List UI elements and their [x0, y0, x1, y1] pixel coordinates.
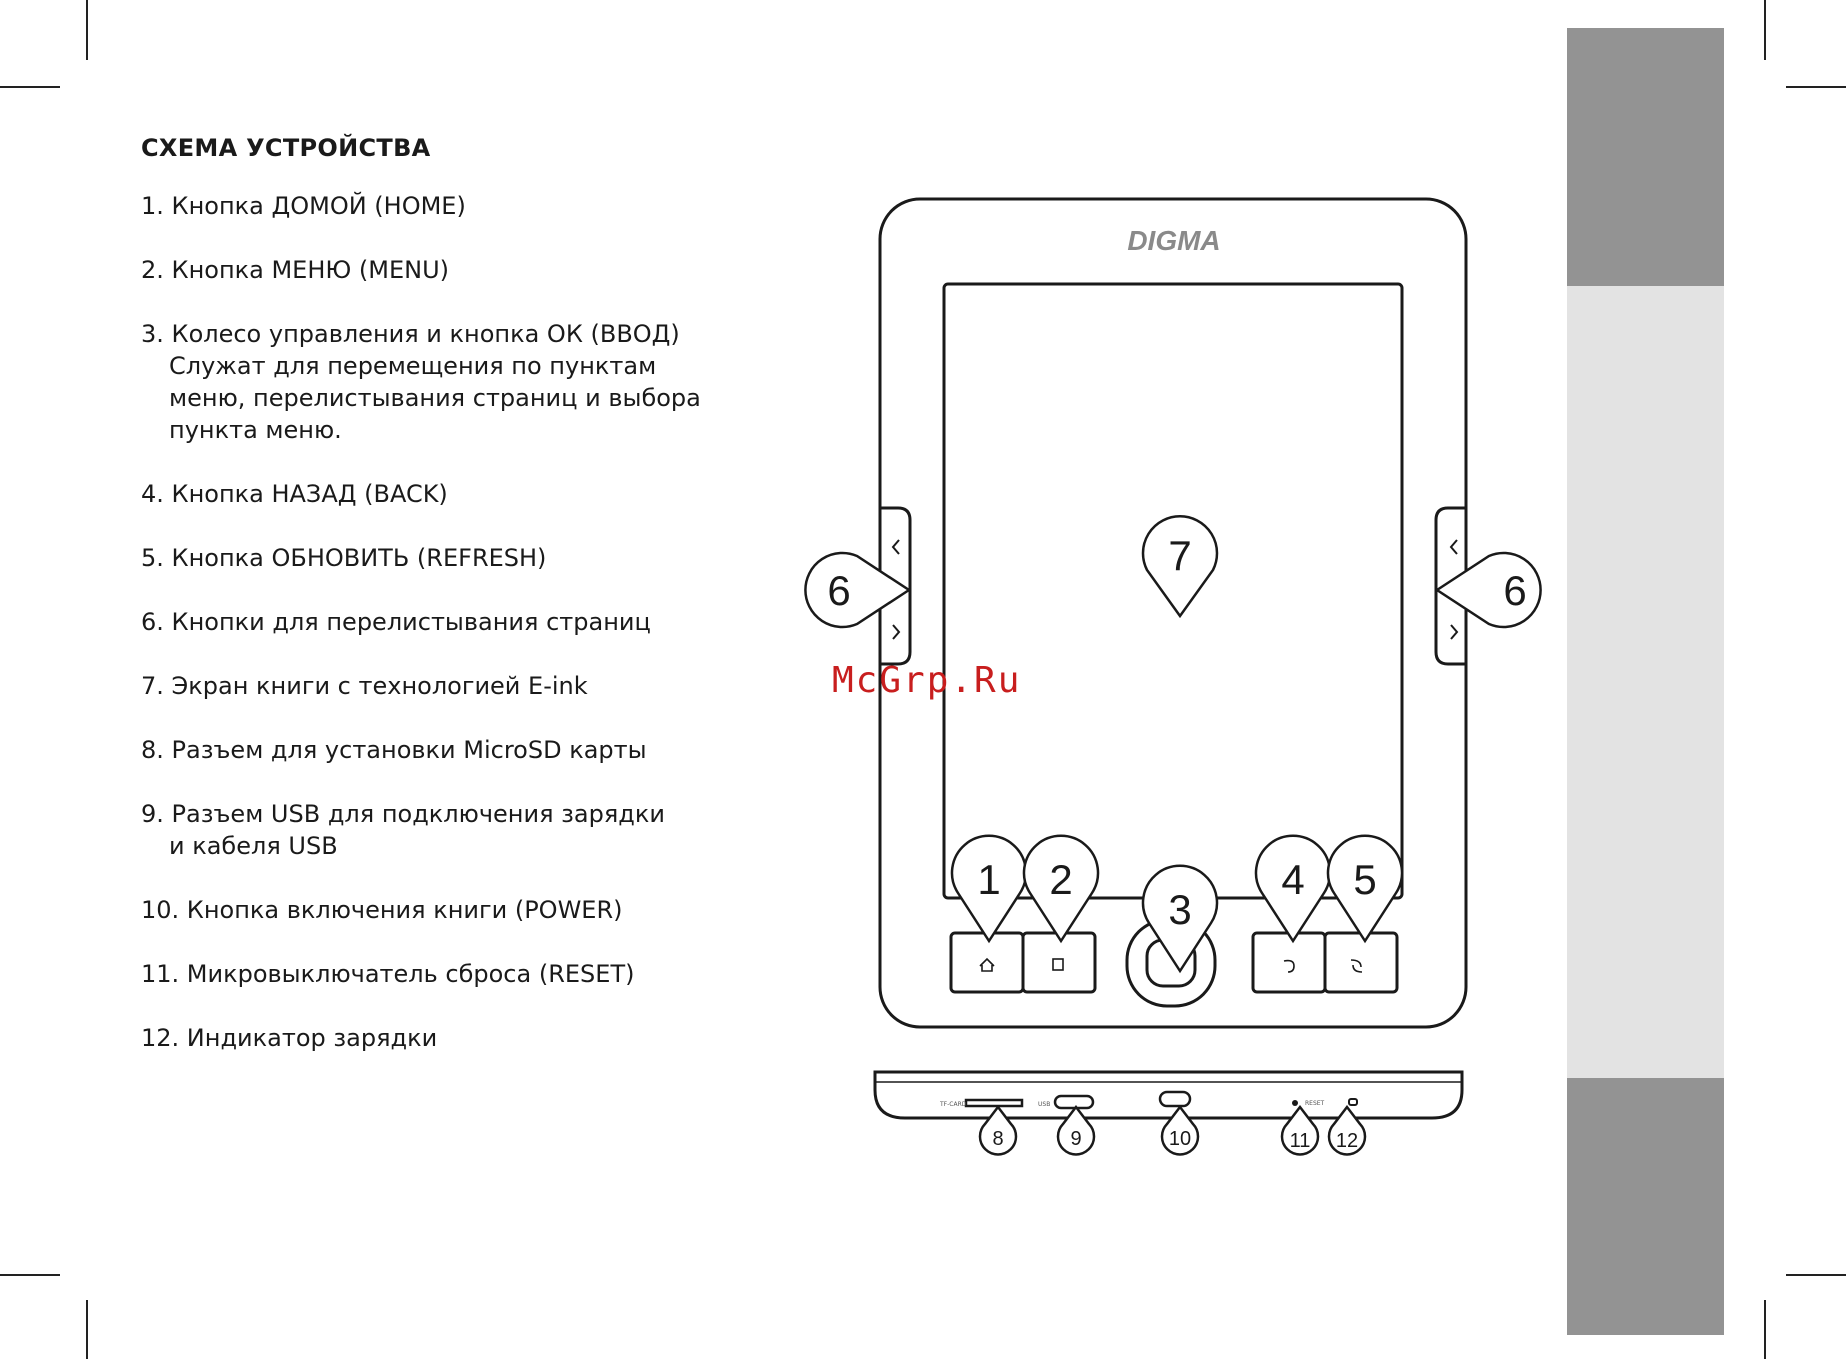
menu-icon	[1053, 959, 1063, 970]
callout-10-label: 10	[1168, 1128, 1192, 1150]
watermark: McGrp.Ru	[832, 660, 1022, 701]
legend-item-line: 4. Кнопка НАЗАД (BACK)	[141, 480, 448, 508]
refresh-icon	[1351, 960, 1362, 972]
chevron-left-icon	[893, 540, 899, 554]
microsd-slot	[966, 1100, 1022, 1106]
callout-4-label: 4	[1281, 856, 1305, 903]
legend-item-line: 3. Колесо управления и кнопка ОК (ВВОД)	[141, 320, 680, 348]
legend-item-line: 1. Кнопка ДОМОЙ (HOME)	[141, 192, 466, 220]
legend-item-line: 5. Кнопка ОБНОВИТЬ (REFRESH)	[141, 544, 547, 572]
legend-item-line: 7. Экран книги с технологией E-ink	[141, 672, 588, 700]
home-icon	[980, 959, 994, 971]
callout-12-label: 12	[1335, 1130, 1359, 1152]
legend-item-line: меню, перелистывания страниц и выбора	[169, 384, 701, 412]
device-edge	[875, 1072, 1462, 1118]
charge-indicator	[1349, 1099, 1357, 1105]
legend-item-line: 11. Микровыключатель сброса (RESET)	[141, 960, 635, 988]
callout-2-label: 2	[1049, 856, 1073, 903]
callout-5-label: 5	[1353, 856, 1377, 903]
callout-6-left-label: 6	[827, 567, 851, 614]
callout-9-label: 9	[1070, 1128, 1082, 1150]
menu-button	[1023, 933, 1095, 992]
chevron-right-icon	[1451, 625, 1457, 639]
callout-6-right-label: 6	[1503, 567, 1527, 614]
legend-item-line: 12. Индикатор зарядки	[141, 1024, 438, 1052]
legend-item-line: пункта меню.	[169, 416, 342, 444]
power-button	[1160, 1092, 1190, 1106]
callout-1-label: 1	[977, 856, 1001, 903]
usb-port	[1055, 1096, 1093, 1108]
refresh-button	[1325, 933, 1397, 992]
reset-label: RESET	[1305, 1100, 1325, 1107]
callout-8-label: 8	[992, 1128, 1004, 1150]
legend-item-line: и кабеля USB	[169, 832, 338, 860]
callout-7-label: 7	[1168, 532, 1192, 579]
brand-logo: DIGMA	[1127, 225, 1221, 256]
legend-item-line: 6. Кнопки для перелистывания страниц	[141, 608, 651, 636]
usb-label: USB	[1038, 1101, 1051, 1108]
tf-card-label: TF-CARD	[940, 1101, 967, 1108]
reset-hole	[1292, 1100, 1298, 1106]
legend-item-line: 9. Разъем USB для подключения зарядки	[141, 800, 665, 828]
chevron-right-icon	[893, 625, 899, 639]
legend-item-line: 8. Разъем для установки MicroSD карты	[141, 736, 647, 764]
legend-item-line: 10. Кнопка включения книги (POWER)	[141, 896, 623, 924]
callout-6-left-shape	[805, 553, 909, 627]
chevron-left-icon	[1451, 540, 1457, 554]
legend-item-line: 2. Кнопка МЕНЮ (MENU)	[141, 256, 450, 284]
back-button	[1253, 933, 1325, 992]
back-icon	[1284, 961, 1294, 972]
home-button	[951, 933, 1023, 992]
legend-title: СХЕМА УСТРОЙСТВА	[141, 134, 431, 162]
callout-3-label: 3	[1168, 886, 1192, 933]
legend-item-line: Служат для перемещения по пунктам	[169, 352, 657, 380]
callout-11-label: 11	[1289, 1130, 1311, 1152]
